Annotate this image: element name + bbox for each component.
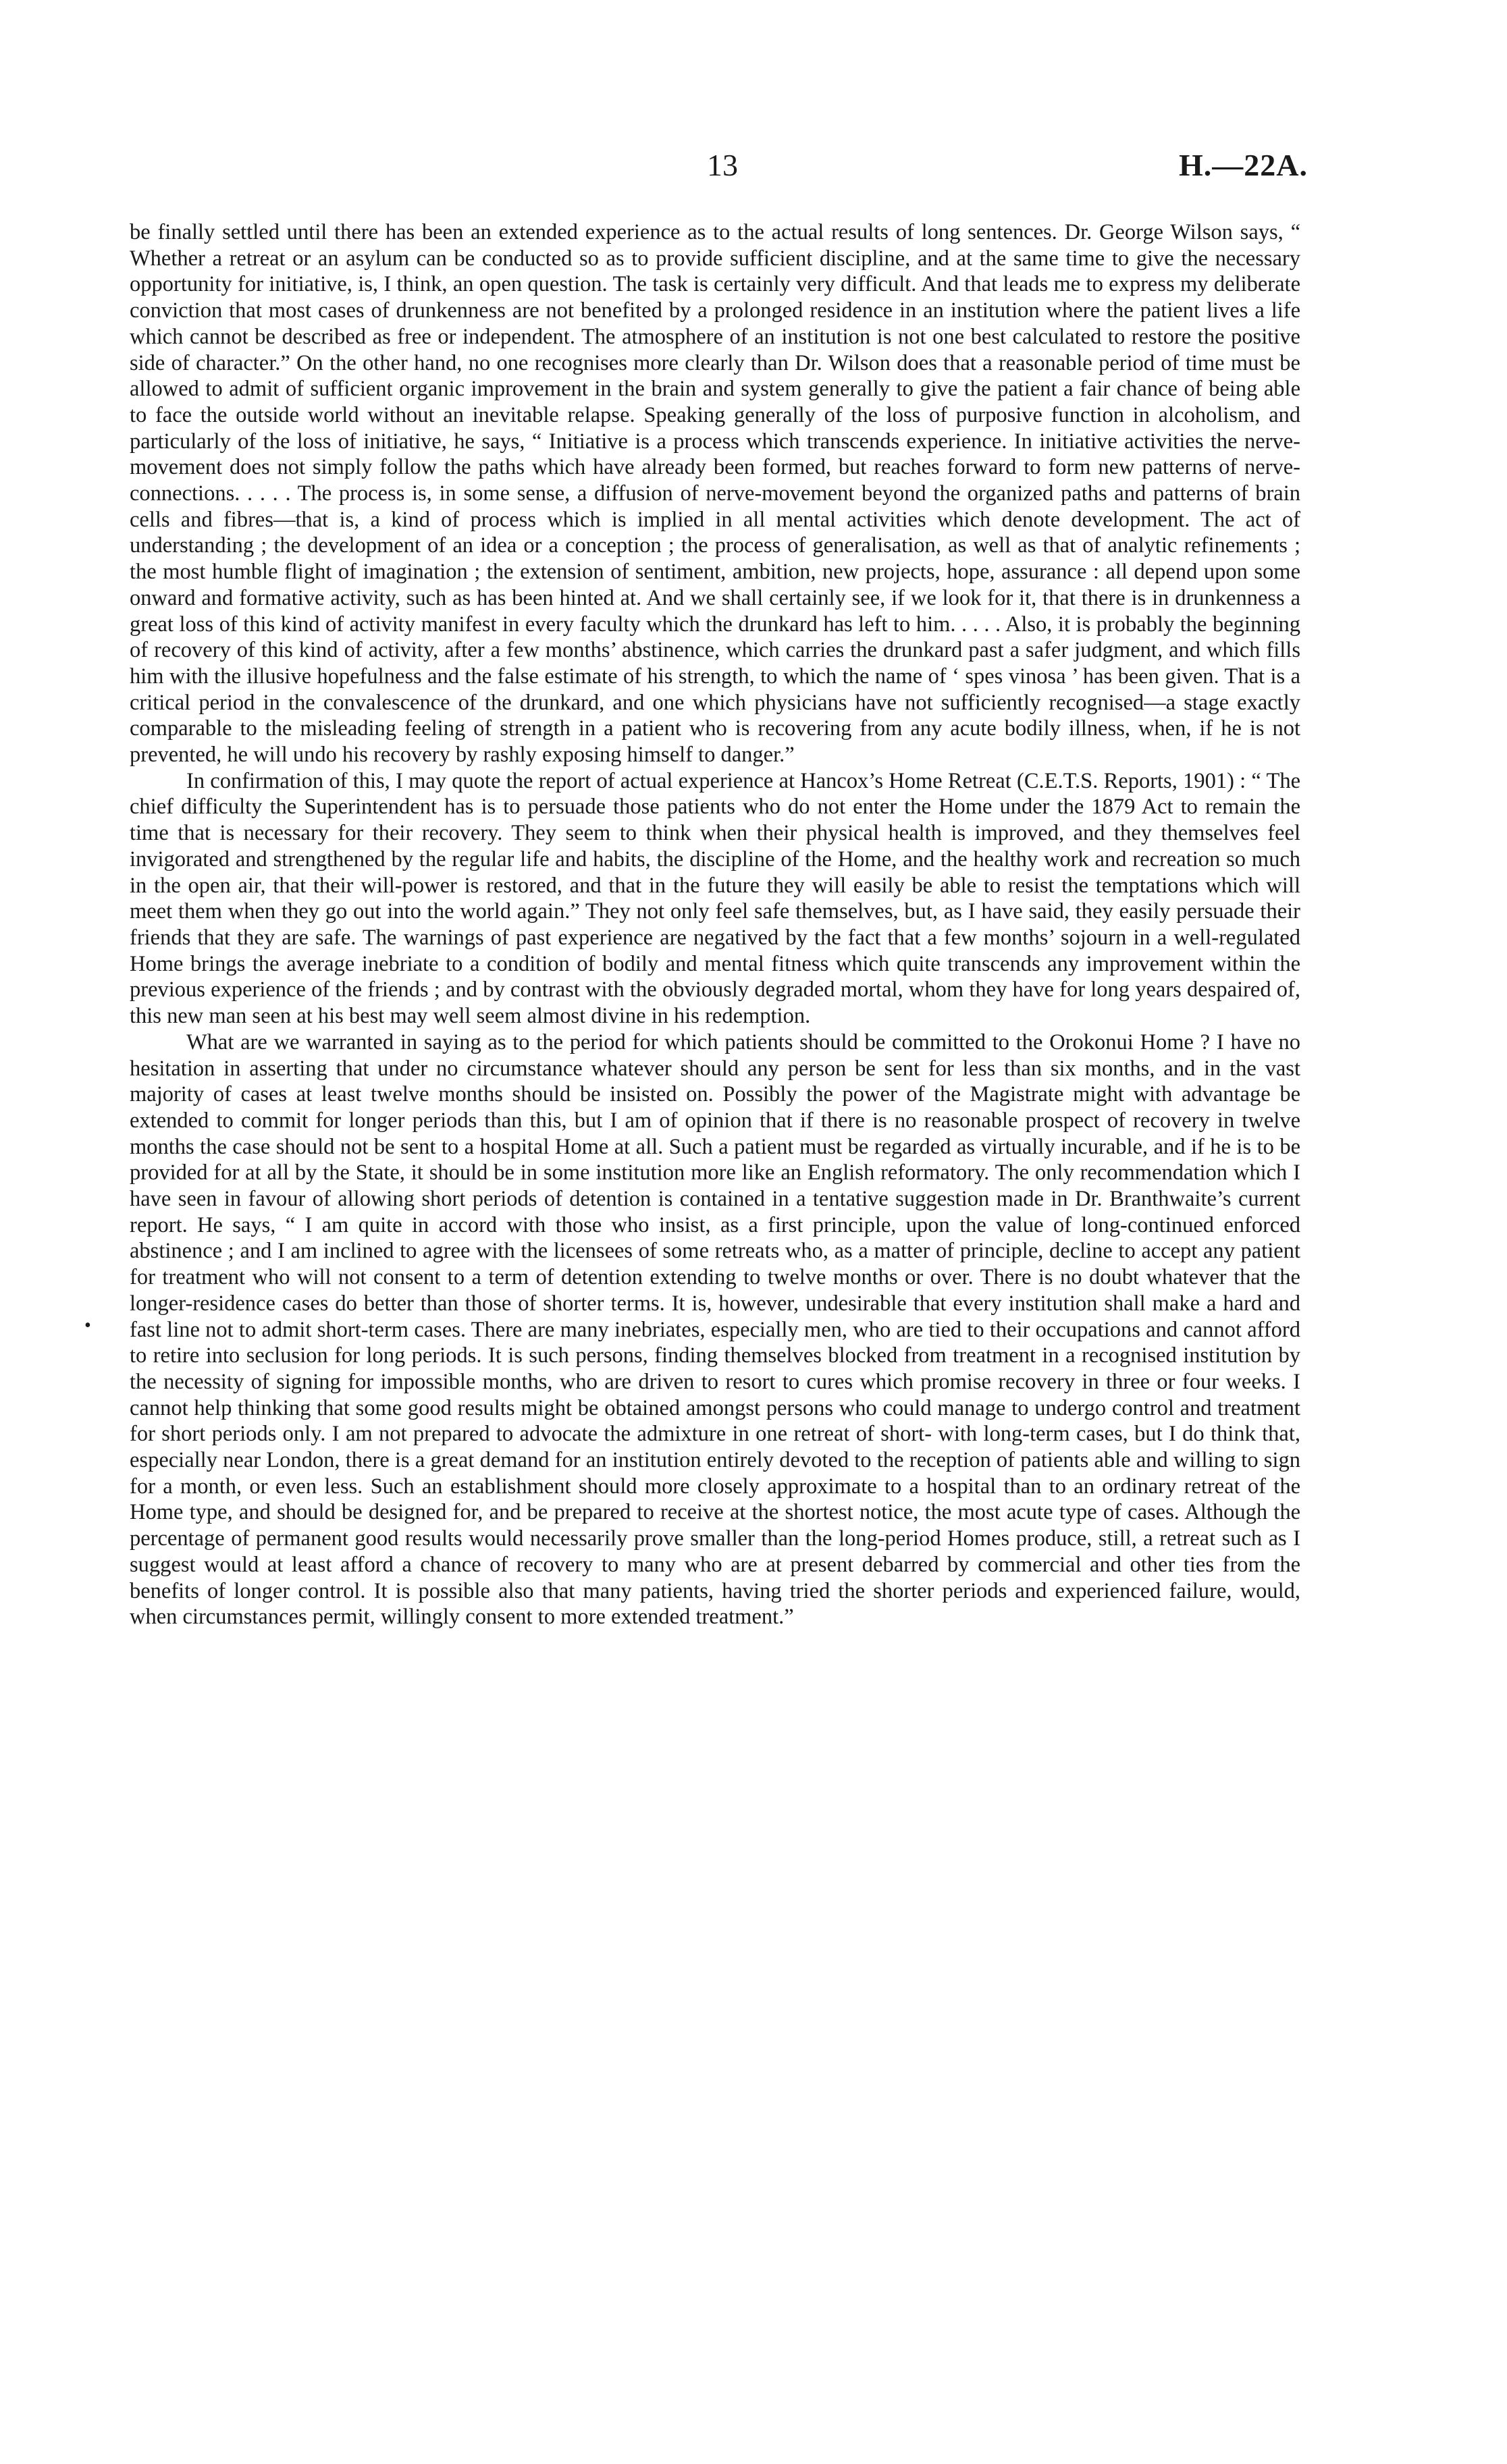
page-number: 13 xyxy=(707,148,738,182)
paragraph-continuation: be finally settled until there has been an extended experience as to the actual results of long sentences. Dr. George Wilson says, “ Whether a retreat or an asylum can be conducted so as to provide sufficient discipline, and at the same time to give the necessary opportunity for initiative, is, I think, an open question. The task is certainly very difficult. And that leads me to express my deliberate conviction that most cases of drunkenness are not benefited by a prolonged residence in an institution where the patient lives a life which cannot be described as free or independent. The atmosphere of an institution is not one best calculated to restore the positive side of character.” On the other hand, no one recognises more clearly than Dr. Wilson does that a reasonable period of time must be allowed to admit of sufficient organic improvement in the brain and system generally to give the patient a fair chance of being able to face the outside world without an inevitable relapse. Speaking generally of the loss of purposive function in alcoholism, and particularly of the loss of initiative, he says, “ Initiative is a process which transcends experience. In initiative activities the nerve-movement does not simply follow the paths which have already been formed, but reaches forward to form new patterns of nerve-connections. . . . . The process is, in some sense, a diffusion of nerve-movement beyond the organized paths and patterns of brain cells and fibres—that is, a kind of process which is implied in all mental activities which denote development. The act of understanding ; the development of an idea or a conception ; the process of generalisation, as well as that of analytic refinements ; the most humble flight of imagination ; the extension of sentiment, ambition, new projects, hope, assurance : all depend upon some onward and formative activity, such as has been hinted at. And we shall certainly see, if we look for it, that there is in drunkenness a great loss of this kind of activity manifest in every faculty which the drunkard has left to him. . . . . Also, it is probably the beginning of recovery of this kind of activity, after a few months’ abstinence, which carries the drunkard past a safer judgment, and which fills him with the illusive hopefulness and the false estimate of his strength, to which the name of ‘ spes vinosa ’ has been given. That is a critical period in the convalescence of the drunkard, and one which physicians have not sufficiently recognised—a stage exactly comparable to the misleading feeling of strength in a patient who is recovering from any acute bodily illness, when, if he is not prevented, he will undo his recovery by rashly exposing himself to danger.” xyxy=(130,220,1300,768)
document-reference: H.—22A. xyxy=(1179,148,1308,182)
body-text xyxy=(130,219,1300,1630)
paragraph-hancox-report: In confirmation of this, I may quote the report of actual experience at Hancox’s Home Retreat (C.E.T.S. Reports, 1901) : “ The chief difficulty the Superintendent has is to persuade those patients who do not enter the Home under the 1879 Act to remain the time that is necessary for their recovery. They seem to think when their physical health is improved, and they themselves feel invigorated and strengthened by the regular life and habits, the discipline of the Home, and the healthy work and recreation so much in the open air, that their will-power is restored, and that in the future they will easily be able to resist the temptations which will meet them when they go out into the world again.” They not only feel safe themselves, but, as I have said, they easily persuade their friends that they are safe. The warnings of past experience are negatived by the fact that a few months’ sojourn in a well-regulated Home brings the average inebriate to a condition of bodily and mental fitness which quite transcends any improvement within the previous experience of the friends ; and by contrast with the obviously degraded mortal, whom they have for long years despaired of, this new man seen at his best may well seem almost divine in his redemption. xyxy=(130,768,1300,1029)
paragraph-committal-period: What are we warranted in saying as to the period for which patients should be committed to the Orokonui Home ? I have no hesitation in asserting that under no circumstance whatever should any person be sent for less than six months, and in the vast majority of cases at least twelve months should be insisted on. Possibly the power of the Magistrate might with advantage be extended to commit for longer periods than this, but I am of opinion that if there is no reasonable prospect of recovery in twelve months the case should not be sent to a hospital Home at all. Such a patient must be regarded as virtually incurable, and if he is to be provided for at all by the State, it should be in some institution more like an English reformatory. The only recommendation which I have seen in favour of allowing short periods of detention is contained in a tentative suggestion made in Dr. Branthwaite’s current report. He says, “ I am quite in accord with those who insist, as a first principle, upon the value of long-continued enforced abstinence ; and I am inclined to agree with the licensees of some retreats who, as a matter of principle, decline to accept any patient for treatment who will not consent to a term of detention extending to twelve months or over. There is no doubt whatever that the longer-residence cases do better than those of shorter terms. It is, however, undesirable that every institution shall make a hard and fast line not to admit short-term cases. There are many inebriates, especially men, who are tied to their occupations and cannot afford to retire into seclusion for long periods. It is such persons, finding themselves blocked from treatment in a recognised institution by the necessity of signing for impossible months, who are driven to resort to cures which promise recovery in three or four weeks. I cannot help thinking that some good results might be obtained amongst persons who could manage to undergo control and treatment for short periods only. I am not prepared to advocate the admixture in one retreat of short- with long-term cases, but I do think that, especially near London, there is a great demand for an institution entirely devoted to the reception of patients able and willing to sign for a month, or even less. Such an establishment should more closely approximate to a hospital than to an ordinary retreat of the Home type, and should be designed for, and be prepared to receive at the shortest notice, the most acute type of cases. Although the percentage of permanent good results would necessarily prove smaller than the long-period Homes produce, still, a retreat such as I suggest would at least afford a chance of recovery to many who are at present debarred by commercial and other ties from the benefits of longer control. It is possible also that many patients, having tried the shorter periods and experienced failure, would, when circumstances permit, willingly consent to more extended treatment.” xyxy=(130,1029,1300,1630)
margin-mark: • xyxy=(84,1315,91,1336)
